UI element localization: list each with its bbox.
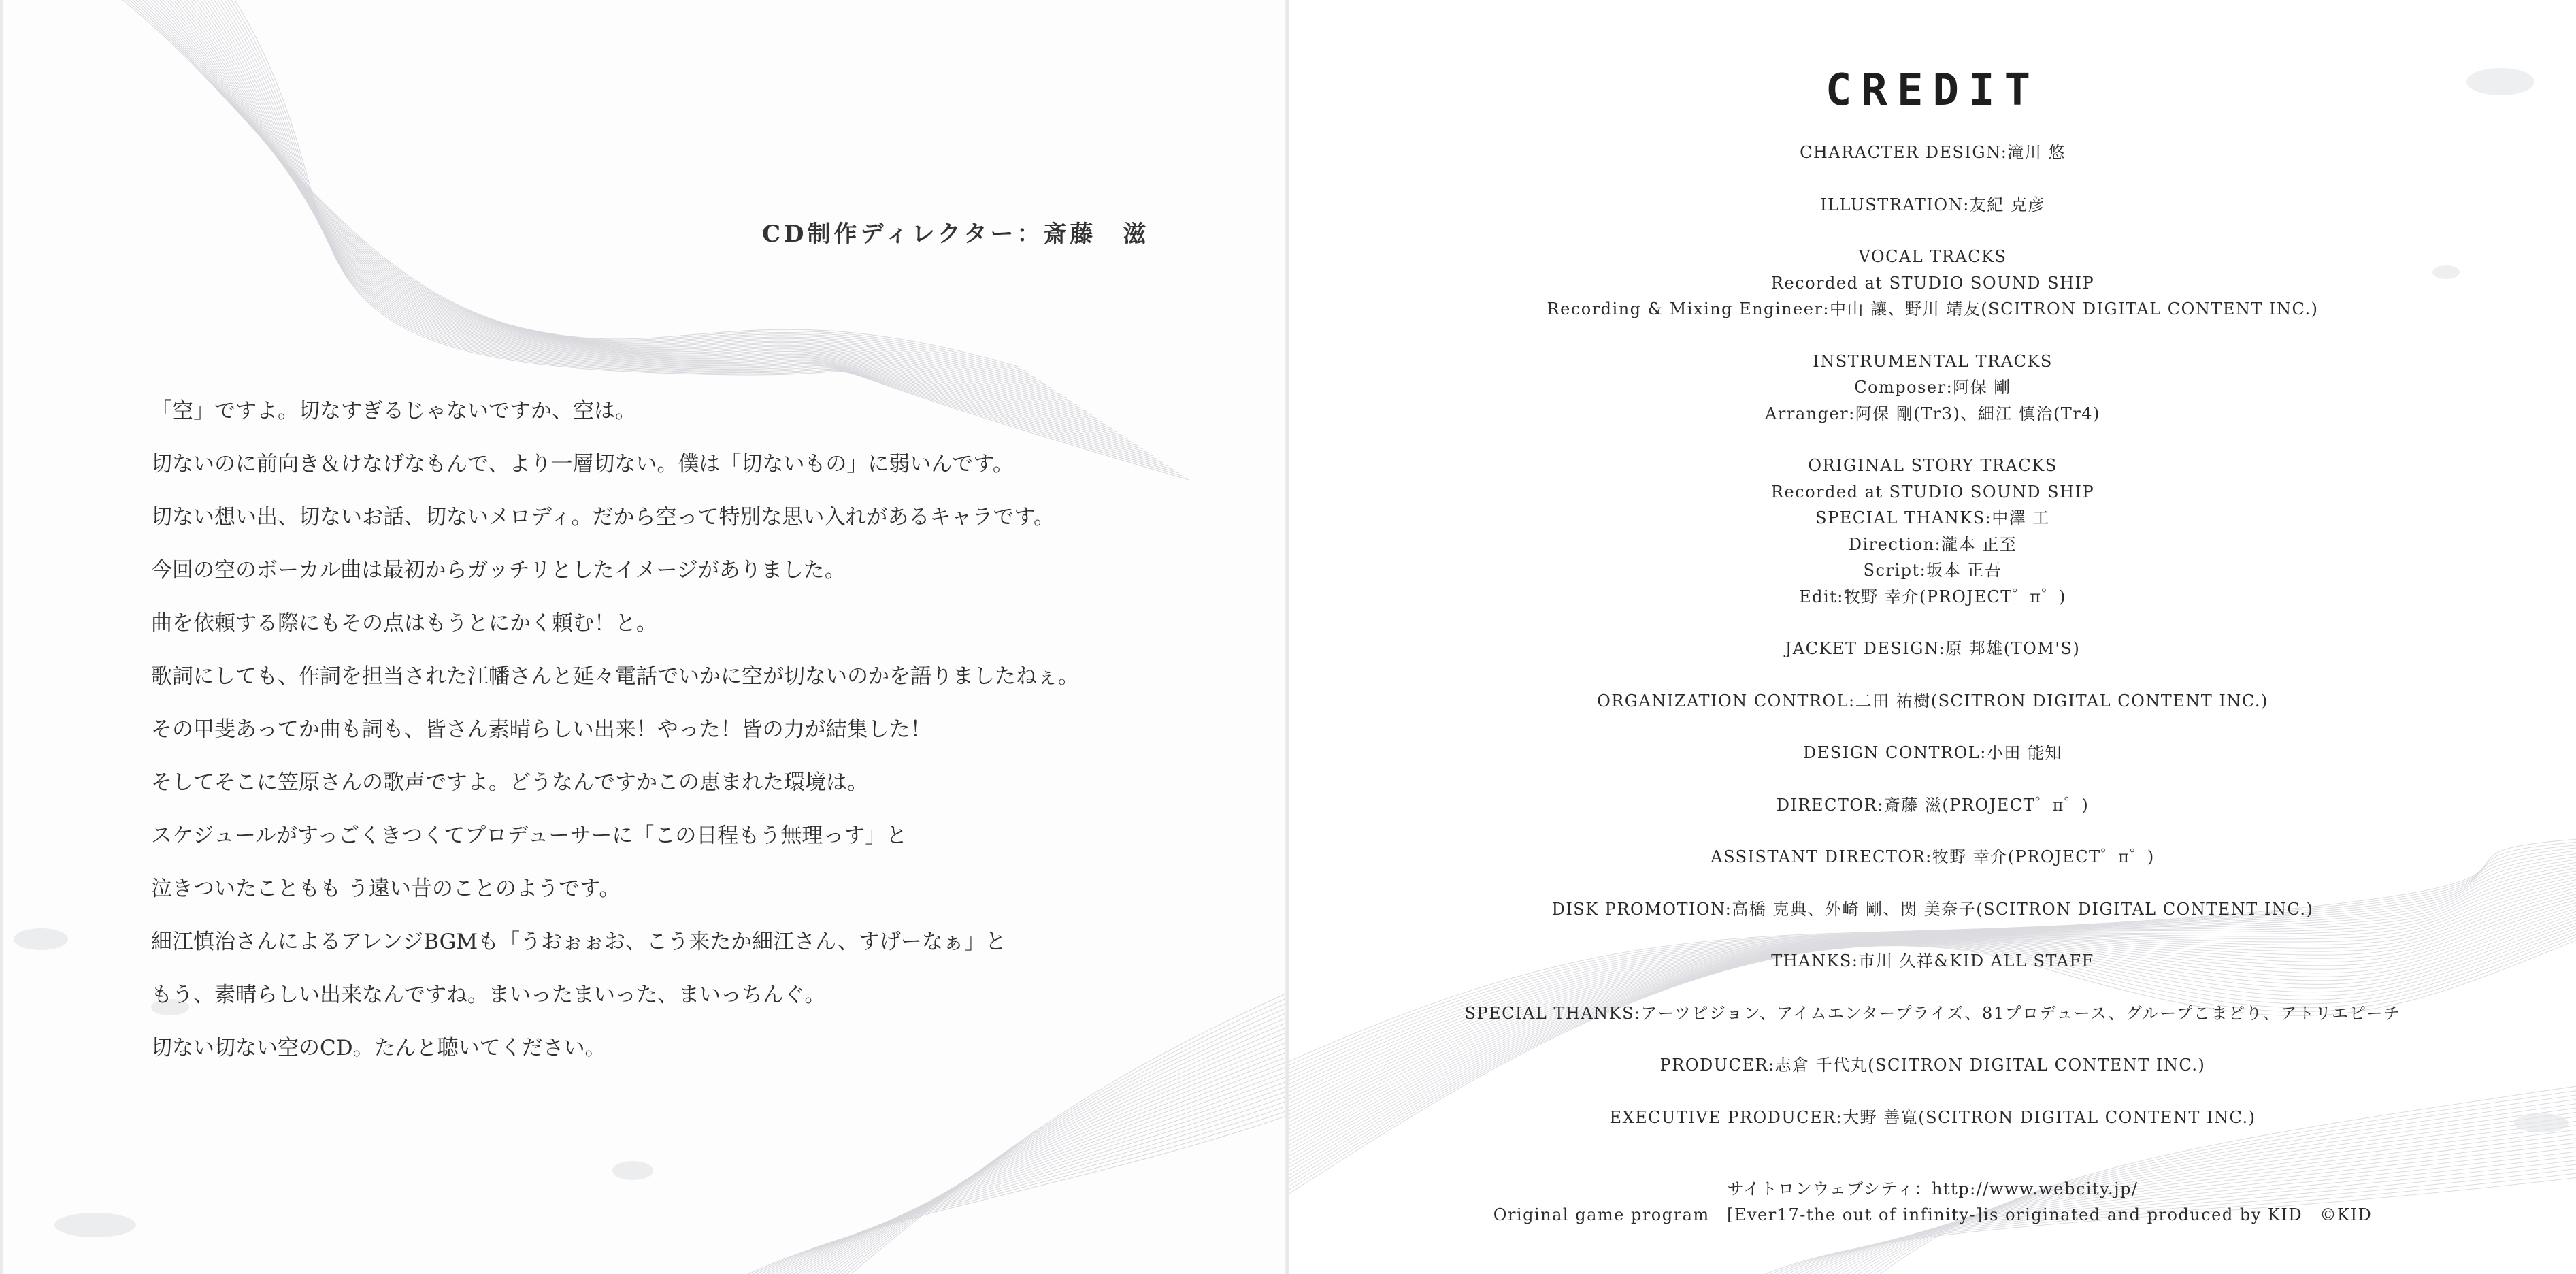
- credit-group: [1289, 948, 2576, 975]
- credit-group: [1289, 792, 2576, 819]
- wave-line: [143, 0, 1051, 388]
- credit-title: CREDIT: [1825, 65, 2041, 116]
- footer-line: サイトロンウェブシティ：http://www.webcity.jp/: [1727, 1179, 2139, 1198]
- credit-group: [1289, 1052, 2576, 1079]
- essay-line: 曲を依頼する際にもその点はもうとにかく頼む！と。: [151, 611, 657, 636]
- credit-line: ORIGINAL STORY TRACKS: [1808, 456, 2058, 475]
- credit-line: SPECIAL THANKS:中澤 工: [1815, 508, 2050, 527]
- smoke-mark: [14, 928, 68, 950]
- essay-line: 「空」ですよ。切なすぎるじゃないですか、空は。: [151, 399, 636, 423]
- essay-line: 細江慎治さんによるアレンジBGMも「うおぉぉお、こう来たか細江さん、すげーなぁ」と: [151, 930, 1006, 954]
- credit-line: Edit:牧野 幸介(PROJECT゜π゜): [1799, 587, 2066, 606]
- credit-line: Composer:阿保 剛: [1854, 378, 2011, 397]
- essay-line: そしてそこに笠原さんの歌声ですよ。どうなんですかこの恵まれた環境は。: [151, 770, 868, 795]
- essay-line: 今回の空のボーカル曲は最初からガッチリとしたイメージがありました。: [151, 558, 846, 583]
- credit-line: ORGANIZATION CONTROL:二田 祐樹(SCITRON DIGITAL CONTENT INC.): [1597, 691, 2268, 710]
- credit-line: Arranger:阿保 剛(Tr3)、細江 慎治(Tr4): [1765, 404, 2100, 423]
- wave-line: [136, 0, 1041, 381]
- credit-group: [1289, 1000, 2576, 1027]
- smoke-mark: [54, 1213, 136, 1237]
- credits-list: [1289, 140, 2576, 1156]
- wave-line: [139, 0, 1046, 385]
- wave-line: [156, 0, 1072, 402]
- essay-line: 切ない想い出、切ないお話、切ないメロディ。だから空って特別な思い入れがあるキャラです。: [151, 505, 1055, 529]
- wave-line: [146, 0, 1057, 391]
- credit-group: [1289, 844, 2576, 870]
- credit-line: Direction:瀧本 正至: [1848, 534, 2017, 554]
- credit-group: [1289, 140, 2576, 166]
- smoke-mark: [612, 1161, 653, 1180]
- director-heading: CD制作ディレクター：斎藤 滋: [762, 220, 1150, 248]
- credit-line: DIRECTOR:斎藤 滋(PROJECT゜π゜): [1776, 795, 2090, 815]
- essay-line: もう、素晴らしい出来なんですね。まいったまいった、まいっちんぐ。: [151, 983, 826, 1007]
- essay-line: 切ないのに前向き＆けなげなもんで、より一層切ない。僕は「切ないもの」に弱いんです。: [151, 452, 1014, 476]
- credit-line: Recorded at STUDIO SOUND SHIP: [1770, 482, 2095, 502]
- credit-line: DISK PROMOTION:高橋 克典、外崎 剛、関 美奈子(SCITRON DIGITAL CONTENT INC.): [1551, 899, 2314, 919]
- credit-group: [1289, 636, 2576, 662]
- essay-text: [151, 389, 1212, 1079]
- wave-line: [129, 0, 1031, 374]
- credit-group: [1289, 244, 2576, 323]
- essay-line: 切ない切ない空のCD。たんと聴いてください。: [151, 1036, 606, 1060]
- credit-line: PRODUCER:志倉 千代丸(SCITRON DIGITAL CONTENT INC.): [1659, 1056, 2206, 1075]
- wave-line: [153, 0, 1067, 398]
- credit-line: ILLUSTRATION:友紀 克彦: [1820, 195, 2045, 214]
- essay-line: スケジュールがすっごくきつくてプロデューサーに「この日程もう無理っす」と: [151, 823, 908, 848]
- wave-line: [806, 1047, 1286, 1274]
- credit-line: SPECIAL THANKS:アーツビジョン、アイムエンタープライズ、81プロデュース、グループこまどり、アトリエピーチ: [1464, 1003, 2401, 1023]
- wave-line: [150, 0, 1061, 395]
- credit-group: [1289, 896, 2576, 923]
- credit-group: [1289, 348, 2576, 427]
- wave-line: [126, 0, 1026, 371]
- credit-line: EXECUTIVE PRODUCER:大野 善寛(SCITRON DIGITAL CONTENT INC.): [1609, 1107, 2256, 1127]
- essay-line: その甲斐あってか曲も詞も、皆さん素晴らしい出来！やった！皆の力が結集した！: [151, 717, 931, 742]
- credit-line: Script:坂本 正吾: [1863, 561, 2002, 580]
- credit-line: THANKS:市川 久祥&KID ALL STAFF: [1771, 951, 2094, 970]
- credit-line: DESIGN CONTROL:小田 能知: [1803, 743, 2062, 762]
- wave-line: [748, 1116, 1286, 1274]
- wave-line: [769, 1092, 1286, 1274]
- right-page: [1289, 0, 2576, 1274]
- wave-line: [789, 1067, 1286, 1274]
- wave-line: [765, 1096, 1286, 1274]
- credit-group: [1289, 192, 2576, 218]
- left-page: [0, 0, 1286, 1274]
- credit-group: [1289, 688, 2576, 715]
- credit-group: [1289, 1105, 2576, 1131]
- essay-line: 歌詞にしても、作詞を担当された江幡さんと延々電話でいかに空が切ないのかを語りましたねぇ。: [151, 664, 1079, 689]
- essay-line: 泣きついたこともも う遠い昔のことのようです。: [151, 877, 621, 901]
- wave-line: [122, 0, 1021, 368]
- credit-line: VOCAL TRACKS: [1858, 247, 2007, 266]
- credit-line: CHARACTER DESIGN:滝川 悠: [1800, 143, 2066, 162]
- credit-line: Recorded at STUDIO SOUND SHIP: [1770, 273, 2095, 293]
- wave-line: [761, 1101, 1286, 1274]
- credit-group: [1289, 453, 2576, 610]
- credit-line: Recording & Mixing Engineer:中山 讓、野川 靖友(SCITRON DIGITAL CONTENT INC.): [1547, 299, 2319, 318]
- wave-line: [133, 0, 1036, 378]
- footer-line: Original game program [Ever17-the out of infinity-]is originated and produced by KID ©KID: [1493, 1205, 2373, 1224]
- credits-footer: [1289, 1176, 2576, 1228]
- wave-line: [781, 1077, 1286, 1274]
- credit-group: [1289, 740, 2576, 766]
- credit-line: ASSISTANT DIRECTOR:牧野 幸介(PROJECT゜π゜): [1711, 847, 2155, 866]
- wave-line: [160, 0, 1077, 405]
- credit-line: JACKET DESIGN:原 邦雄(TOM'S): [1785, 639, 2081, 658]
- credit-line: INSTRUMENTAL TRACKS: [1813, 351, 2053, 371]
